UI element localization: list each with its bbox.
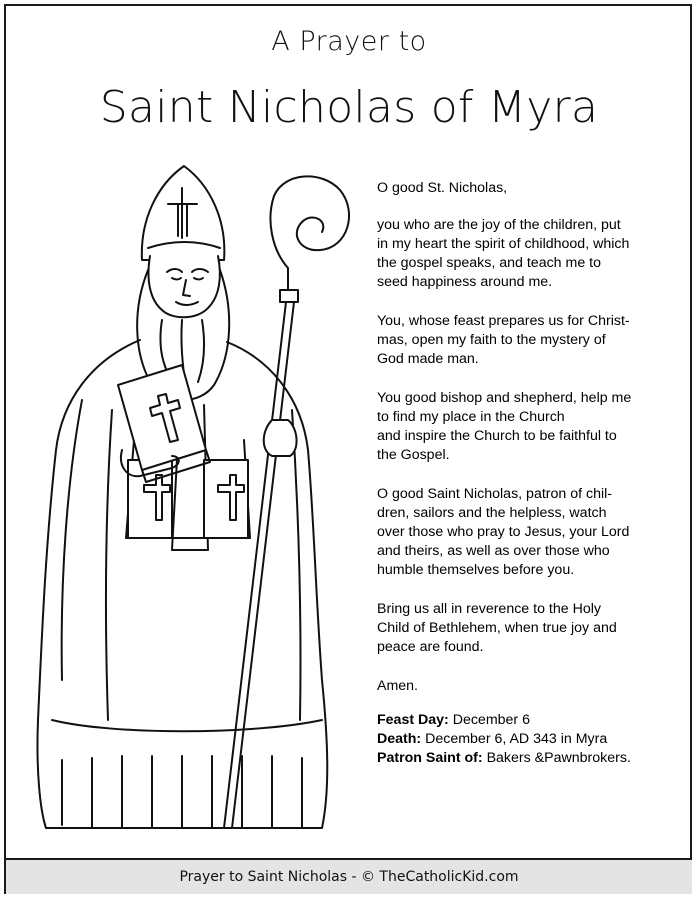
prayer-stanza-1 <box>377 216 677 292</box>
prayer-closing: Amen. <box>377 678 419 694</box>
prayer-stanza-4 <box>377 485 677 580</box>
prayer-line: and theirs, as well as over those who <box>377 543 610 559</box>
prayer-line: Bring us all in reverence to the Holy <box>377 601 601 617</box>
prayer-stanza-3 <box>377 389 677 465</box>
death-value: December 6, AD 343 in Myra <box>421 731 608 747</box>
prayer-line: dren, sailors and the helpless, watch <box>377 505 607 521</box>
prayer-line: peace are found. <box>377 639 484 655</box>
saint-facts <box>377 711 677 768</box>
prayer-stanza-5 <box>377 600 677 657</box>
prayer-line: seed happiness around me. <box>377 274 553 290</box>
footer-bar <box>6 858 692 894</box>
title-small: A Prayer to <box>271 26 427 57</box>
patron-label: Patron Saint of: <box>377 750 483 766</box>
page-title: Saint Nicholas of Myra <box>99 82 599 133</box>
prayer-line: humble themselves before you. <box>377 562 575 578</box>
prayer-line: You, whose feast prepares us for Christ- <box>377 313 630 329</box>
prayer-line: Child of Bethlehem, when true joy and <box>377 620 617 636</box>
feast-day-label: Feast Day: <box>377 712 449 728</box>
prayer-line: to find my place in the Church <box>377 409 565 425</box>
death-label: Death: <box>377 731 422 747</box>
prayer-line: O good Saint Nicholas, patron of chil- <box>377 486 613 502</box>
prayer-line: the Gospel. <box>377 447 450 463</box>
prayer-greeting: O good St. Nicholas, <box>377 180 508 196</box>
prayer-line: you who are the joy of the children, put <box>377 217 621 233</box>
saint-nicholas-illustration <box>22 160 362 850</box>
prayer-line: God made man. <box>377 351 479 367</box>
prayer-text <box>377 179 677 768</box>
patron-value: Bakers &Pawnbrokers. <box>482 750 631 766</box>
death-row <box>377 730 677 749</box>
feast-day-row <box>377 711 677 730</box>
prayer-line: mas, open my faith to the mystery of <box>377 332 606 348</box>
prayer-line: You good bishop and shepherd, help me <box>377 390 632 406</box>
footer-text: Prayer to Saint Nicholas - © TheCatholicKid.com <box>179 869 519 885</box>
prayer-line: the gospel speaks, and teach me to <box>377 255 601 271</box>
prayer-stanza-2 <box>377 312 677 369</box>
feast-day-value: December 6 <box>448 712 530 728</box>
prayer-line: in my heart the spirit of childhood, which <box>377 236 630 252</box>
patron-row <box>377 749 677 768</box>
prayer-line: and inspire the Church to be faithful to <box>377 428 617 444</box>
prayer-line: over those who pray to Jesus, your Lord <box>377 524 630 540</box>
